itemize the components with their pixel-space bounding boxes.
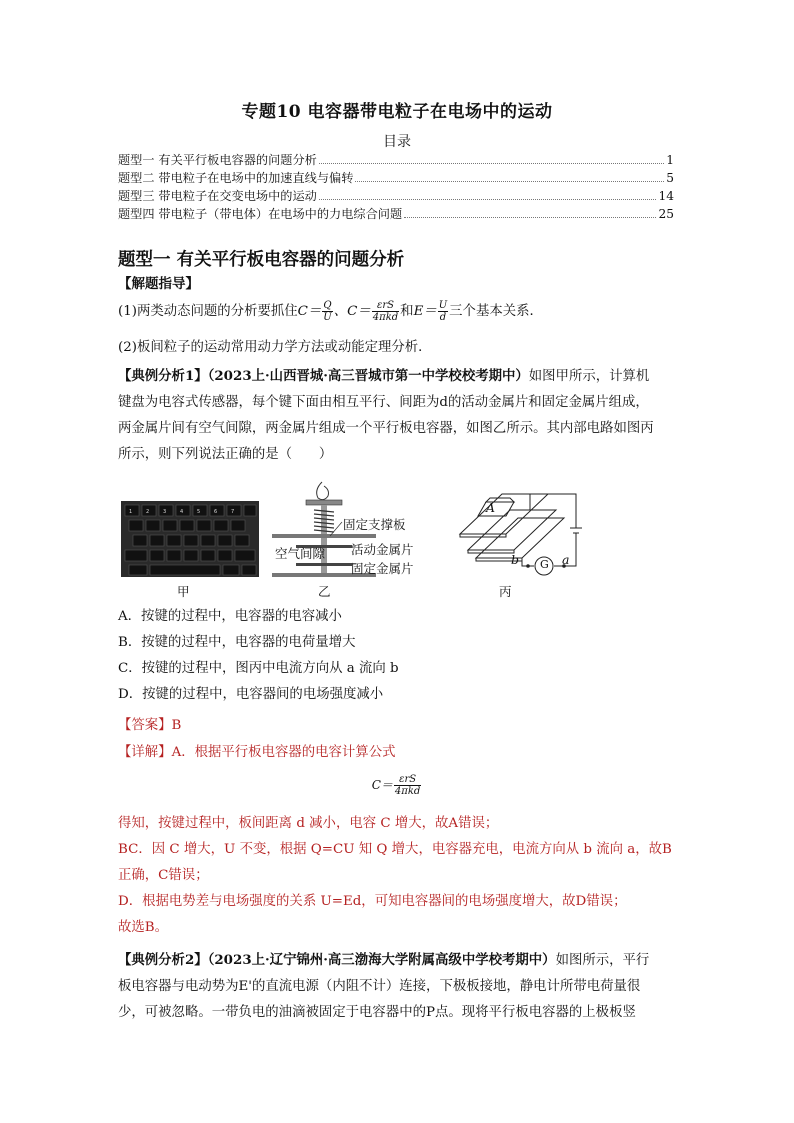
figure-label-jia: 甲 bbox=[177, 584, 190, 599]
example-2-tag: 【典例分析2】 bbox=[118, 952, 208, 968]
formula-fraction bbox=[394, 774, 421, 797]
toc-item[interactable] bbox=[118, 169, 674, 187]
svg-text:5: 5 bbox=[197, 509, 201, 515]
option-d[interactable]: D．按键的过程中，电容器间的电场强度减小 bbox=[118, 687, 384, 702]
label-point-a: a bbox=[562, 552, 570, 567]
svg-text:2: 2 bbox=[146, 509, 150, 515]
guide1-c1: C＝ bbox=[297, 304, 322, 319]
example-1-line: 两金属片间有空气间隙，两金属片组成一个平行板电容器，如图乙所示。其内部电路如图丙 bbox=[118, 421, 654, 436]
frac-den: 4πkd bbox=[394, 786, 421, 797]
options-list bbox=[118, 604, 678, 708]
toc-item[interactable] bbox=[118, 205, 674, 223]
toc-leader bbox=[319, 163, 664, 164]
guide1-pre: (1)两类动态问题的分析要抓住 bbox=[118, 304, 298, 319]
example-1-tag: 【典例分析1】 bbox=[118, 368, 208, 384]
svg-text:6: 6 bbox=[214, 509, 218, 515]
toc-item-page: 1 bbox=[666, 153, 674, 167]
toc-item-label: 题型四 带电粒子（带电体）在电场中的力电综合问题 bbox=[118, 207, 403, 221]
label-point-b: b bbox=[511, 552, 520, 567]
fraction-u-over-d bbox=[438, 300, 448, 323]
svg-text:4: 4 bbox=[180, 509, 184, 515]
frac-num: U bbox=[438, 300, 448, 311]
section-heading: 题型一 有关平行板电容器的问题分析 bbox=[118, 250, 405, 270]
example-1 bbox=[118, 363, 678, 468]
svg-text:7: 7 bbox=[231, 509, 235, 515]
toc-item-page: 25 bbox=[658, 207, 674, 221]
frac-den: U bbox=[323, 312, 332, 323]
frac-den: d bbox=[439, 312, 447, 323]
option-a[interactable]: A．按键的过程中，电容器的电容减小 bbox=[118, 609, 342, 624]
example-1-source: （2023上·山西晋城·高三晋城市第一中学校校考期中） bbox=[207, 368, 529, 384]
example-1-line: 如图甲所示，计算机 bbox=[528, 369, 650, 384]
detail-explanation bbox=[118, 811, 678, 941]
toc-item-page: 14 bbox=[658, 189, 674, 203]
example-2-source: （2023上·辽宁锦州·高三渤海大学附属高级中学校考期中） bbox=[207, 952, 556, 968]
detail-a-line bbox=[118, 740, 678, 766]
guide-item-2: (2)板间粒子的运动常用动力学方法或动能定理分析． bbox=[118, 340, 432, 355]
label-air-gap: 空气间隙 bbox=[275, 546, 326, 561]
detail-line: 得知，按键过程中，板间距离 d 减小，电容 C 增大，故A错误； bbox=[118, 816, 499, 831]
example-2-line: 板电容器与电动势为E'的直流电源（内阻不计）连接，下极板接地，静电计所带电荷量很 bbox=[118, 979, 641, 994]
figure-label-yi: 乙 bbox=[318, 584, 331, 599]
detail-a-text: A．根据平行板电容器的电容计算公式 bbox=[171, 745, 396, 760]
example-1-line: 键盘为电容式传感器，每个键下面由相互平行、间距为d的活动金属片和固定金属片组成， bbox=[118, 395, 649, 410]
guide1-and: 和 bbox=[400, 304, 414, 319]
fraction-q-over-u bbox=[322, 300, 332, 323]
toc-leader bbox=[404, 217, 656, 218]
guide1-c2: 、C＝ bbox=[333, 304, 371, 319]
option-b[interactable]: B．按键的过程中，电容器的电荷量增大 bbox=[118, 635, 356, 650]
detail-line: BC．因 C 增大，U 不变，根据 Q=CU 知 Q 增大，电容器充电，电流方向从 b 流向 a，故B bbox=[118, 842, 672, 857]
guide1-post: 三个基本关系． bbox=[449, 304, 543, 319]
page-title: 专题10 电容器带电粒子在电场中的运动 bbox=[241, 102, 553, 122]
toc-leader bbox=[355, 181, 664, 182]
detail-line: 故选B。 bbox=[118, 920, 169, 935]
guide-tag: 【解题指导】 bbox=[118, 276, 199, 292]
detail-tag: 【详解】 bbox=[118, 745, 172, 760]
label-key-a: A bbox=[486, 500, 496, 515]
svg-text:3: 3 bbox=[163, 509, 167, 515]
label-moving-plate: 活动金属片 bbox=[351, 542, 414, 557]
svg-text:1: 1 bbox=[129, 509, 133, 515]
example-1-line: 所示，则下列说法正确的是（ ） bbox=[118, 447, 333, 462]
frac-num: εrS bbox=[372, 300, 399, 312]
galvanometer-label: G bbox=[540, 558, 549, 571]
example-2 bbox=[118, 947, 678, 1026]
toc-item-label: 题型二 带电粒子在电场中的加速直线与偏转 bbox=[118, 171, 354, 185]
table-of-contents bbox=[118, 151, 674, 223]
detail-line: 正确，C错误； bbox=[118, 868, 209, 883]
frac-den: 4πkd bbox=[372, 312, 399, 323]
example-2-line: 如图所示，平行 bbox=[555, 953, 650, 968]
guide1-e: E＝ bbox=[413, 304, 437, 319]
detail-line: D．根据电势差与电场强度的关系 U=Ed，可知电容器间的电场强度增大，故D错误； bbox=[118, 894, 627, 909]
keyboard-photo bbox=[121, 501, 259, 577]
toc-item[interactable] bbox=[118, 151, 674, 169]
fraction-capacitance bbox=[372, 300, 399, 323]
formula-c: C＝ bbox=[371, 778, 393, 792]
label-support-plate: 固定支撑板 bbox=[343, 517, 406, 532]
toc-item-label: 题型一 有关平行板电容器的问题分析 bbox=[118, 153, 317, 167]
toc-item-label: 题型三 带电粒子在交变电场中的运动 bbox=[118, 189, 317, 203]
example-2-line: 少，可被忽略。一带负电的油滴被固定于电容器中的P点。现将平行板电容器的上极板竖 bbox=[118, 1005, 636, 1020]
capacitance-formula bbox=[0, 774, 794, 797]
toc-heading: 目录 bbox=[383, 134, 411, 150]
answer-line: 【答案】B bbox=[118, 718, 182, 733]
toc-item-page: 5 bbox=[666, 171, 674, 185]
toc-leader bbox=[319, 199, 657, 200]
frac-num: εrS bbox=[394, 774, 421, 786]
guide-item-1 bbox=[118, 299, 678, 325]
option-c[interactable]: C．按键的过程中，图丙中电流方向从 a 流向 b bbox=[118, 661, 399, 676]
figure-label-bing: 丙 bbox=[499, 584, 512, 599]
label-fixed-plate: 固定金属片 bbox=[351, 561, 414, 576]
frac-num: Q bbox=[323, 300, 332, 311]
toc-item[interactable] bbox=[118, 187, 674, 205]
